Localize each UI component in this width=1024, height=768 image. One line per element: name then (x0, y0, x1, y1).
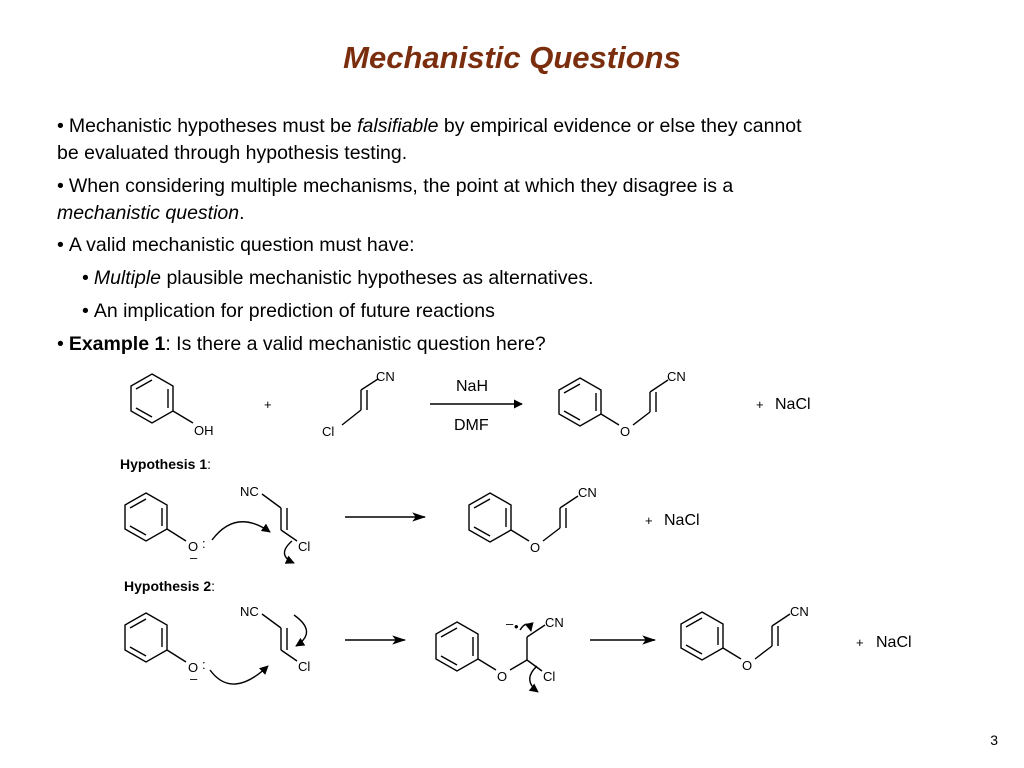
nitrile-label: CN (667, 369, 686, 384)
curved-arrow (294, 615, 307, 646)
bullet-disagree-line2 (57, 200, 245, 226)
curved-arrow (210, 666, 268, 684)
nitrile-label: CN (578, 485, 597, 500)
curved-arrow (284, 541, 294, 563)
nitrile-label: NC (240, 484, 259, 499)
sub-bullet-implication (82, 298, 495, 324)
ether-oxygen-label: O (497, 669, 508, 684)
bullet-falsifiable (57, 113, 802, 139)
chloro-label: Cl (543, 669, 556, 684)
falsifiable-emphasis: falsifiable (357, 115, 439, 137)
plus-sign: + (856, 635, 864, 650)
hydroxyl-label: OH (194, 423, 214, 438)
nitrile-label: CN (545, 615, 564, 630)
bullet-text: When considering multiple mechanisms, the point at which they disagree is a (68, 175, 734, 197)
chloroacrylonitrile-structure (342, 379, 378, 425)
benzene-ring (681, 612, 723, 660)
bullet-text: An implication for prediction of future reactions (93, 300, 495, 322)
bullet-dot: • (82, 300, 89, 322)
lone-pair: : (202, 657, 206, 672)
negative-charge: – (190, 671, 198, 686)
hypothesis-1-label: Hypothesis 1: (120, 456, 212, 472)
byproduct-nacl: NaCl (664, 512, 700, 529)
byproduct-nacl: NaCl (775, 396, 811, 413)
carbanion-intermediate (436, 622, 545, 671)
benzene-ring (125, 493, 167, 541)
negative-charge: – (506, 616, 514, 631)
bullet-dot: • (57, 234, 64, 256)
bullet-text: Mechanistic hypotheses must be (68, 115, 358, 137)
byproduct-nacl: NaCl (876, 634, 912, 651)
chloroacrylonitrile-structure (262, 494, 297, 541)
bullet-dot: • (57, 115, 64, 137)
multiple-emphasis: Multiple (93, 267, 162, 289)
ether-oxygen-label: O (742, 658, 753, 673)
ether-oxygen-label: O (530, 540, 541, 555)
negative-charge: – (190, 550, 198, 565)
carbanion-lone-pair: • (514, 619, 519, 634)
nitrile-label: NC (240, 604, 259, 619)
bullet-dot: • (82, 267, 89, 289)
plus-sign: + (645, 513, 653, 528)
bullet-valid-question (57, 232, 415, 258)
benzene-ring (559, 378, 601, 426)
reagent-nah: NaH (456, 378, 489, 395)
ether-oxygen-label: O (620, 424, 631, 439)
sub-bullet-multiple (82, 265, 594, 291)
curved-arrow (530, 666, 538, 692)
phenoxide-structure (125, 493, 186, 541)
chloro-label: Cl (298, 539, 311, 554)
phenoxyacrylonitrile-product (681, 612, 790, 660)
phenoxide-oxygen-label: O (188, 539, 199, 554)
nitrile-label: CN (376, 369, 395, 384)
phenoxyacrylonitrile-product (469, 493, 578, 542)
chloro-label: Cl (298, 659, 311, 674)
benzene-ring (125, 613, 167, 662)
curved-arrow (520, 624, 531, 631)
phenoxide-structure (125, 613, 186, 662)
bullet-text: : Is there a valid mechanistic question here? (165, 333, 546, 355)
bullet-disagree (57, 173, 733, 199)
phenoxide-oxygen-label: O (188, 660, 199, 675)
solvent-dmf: DMF (454, 417, 489, 434)
bullet-dot: • (57, 175, 64, 197)
phenoxyacrylonitrile-product (559, 378, 668, 426)
benzene-ring (436, 622, 478, 671)
benzene-ring (469, 493, 511, 542)
bullet-dot: • (57, 333, 64, 355)
phenol-structure (131, 374, 193, 423)
bullet-example (57, 331, 546, 357)
slide-title: Mechanistic Questions (343, 40, 681, 75)
bullet-text: A valid mechanistic question must have: (68, 234, 415, 256)
curved-arrow (212, 522, 270, 540)
lone-pair: : (202, 536, 206, 551)
bullet-text: by empirical evidence or else they cannot (438, 115, 802, 137)
chloro-label: Cl (322, 424, 335, 439)
plus-sign: + (756, 397, 764, 412)
example-label: Example 1 (68, 333, 166, 355)
benzene-ring (131, 374, 173, 423)
reaction-scheme (0, 360, 1024, 700)
bullet-text: plausible mechanistic hypotheses as alternatives. (161, 267, 594, 289)
mechanistic-question-emphasis: mechanistic question (57, 202, 240, 224)
plus-sign: + (264, 397, 272, 412)
page-number: 3 (990, 732, 998, 748)
chloroacrylonitrile-structure (262, 614, 297, 661)
bullet-text: . (239, 202, 245, 224)
nitrile-label: CN (790, 604, 809, 619)
hypothesis-2-label: Hypothesis 2: (124, 578, 216, 594)
bullet-falsifiable-line2: be evaluated through hypothesis testing. (57, 142, 408, 164)
